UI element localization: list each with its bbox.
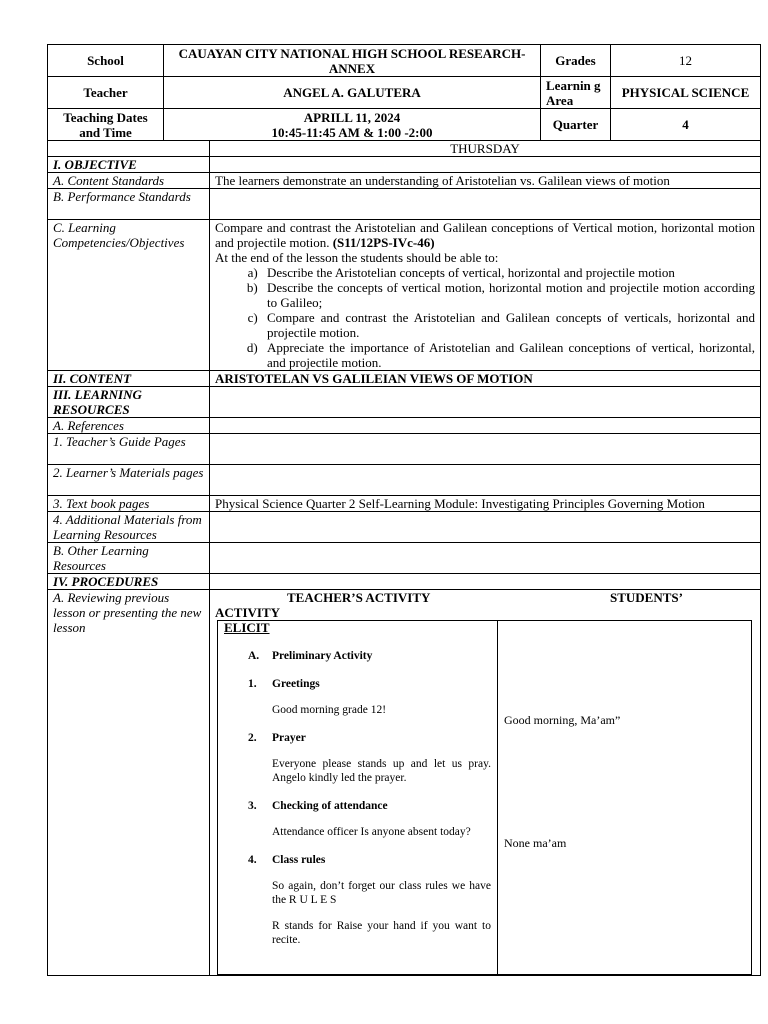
textbook-value: Physical Science Quarter 2 Self-Learning Module: Investigating Principles Governing Motion [210,496,761,512]
competencies-code: (S11/12PS-IVc-46) [332,235,435,250]
objectives-list [215,265,755,370]
content-value: ARISTOTELAN VS GALILEIAN VIEWS OF MOTION [210,371,761,387]
school-label: School [48,45,164,77]
attendance-reply: None ma’am [504,836,567,850]
objective-item: c. Compare and contrast the Aristotelian and Galilean concepts of verticals, horizontal and projectile motion. [261,310,755,340]
references-label: A. References [48,418,210,434]
attendance-text: Attendance officer Is anyone absent today? [272,826,471,838]
review-label: A. Reviewing previous lesson or presenting the new lesson [48,590,210,976]
prayer-number: 2. [248,732,257,744]
dates-value-line1: APRILL 11, 2024 [303,109,401,125]
activity-word: ACTIVITY [215,605,281,620]
prayer-step [224,731,491,745]
body-table [47,140,761,976]
learners-materials-label: 2. Learner’s Materials pages [48,465,210,496]
header-table [47,44,761,141]
greetings-title: Greetings [272,678,320,690]
students-activity-heading: STUDENTS’ [610,590,683,605]
objective-heading: I. OBJECTIVE [48,157,210,173]
procedures-heading: IV. PROCEDURES [48,574,210,590]
teacher-activity-heading: TEACHER’S ACTIVITY [287,590,431,605]
greeting-reply: Good morning, Ma’am” [504,713,621,727]
greetings-number: 1. [248,678,257,690]
learning-area-label: Learnin g Area [541,77,611,109]
content-heading: II. CONTENT [48,371,210,387]
attendance-number: 3. [248,800,257,812]
preliminary-title: Preliminary Activity [272,650,373,662]
competencies-cell [210,220,761,371]
prayer-text: Everyone please stands up and let us pray. Angelo kindly led the prayer. [272,758,491,784]
grades-label: Grades [541,45,611,77]
content-standards-value: The learners demonstrate an understanding of Aristotelian vs. Galilean views of motion [210,173,761,189]
students-activity-column [498,621,752,975]
school-value: CAUAYAN CITY NATIONAL HIGH SCHOOL RESEARCH-ANNEX [164,45,541,77]
objective-item: a. Describe the Aristotelian concepts of vertical, horizontal and projectile motion [261,265,755,280]
greetings-text: Good morning grade 12! [272,704,387,716]
activity-header [215,590,760,620]
attendance-step [224,799,491,813]
competencies-label: C. Learning Competencies/Objectives [48,220,210,371]
performance-standards-label: B. Performance Standards [48,189,210,220]
attendance-title: Checking of attendance [272,800,388,812]
preliminary-step [224,649,491,663]
dates-label: Teaching Dates and Time [48,109,164,141]
quarter-label: Quarter [541,109,611,141]
rule-r-text: R stands for Raise your hand if you want to recite. [272,920,491,946]
objective-item: d. Appreciate the importance of Aristotelian and Galilean conceptions of vertical, horizontal, and projectile motion. [261,340,755,370]
dates-value-line2: 10:45-11:45 AM & 1:00 -2:00 [271,124,433,140]
teachers-guide-label: 1. Teacher’s Guide Pages [48,434,210,465]
activity-cell [210,590,761,976]
prayer-title: Prayer [272,732,306,744]
activity-table [217,620,752,975]
competencies-intro: Compare and contrast the Aristotelian and Galilean conceptions of Vertical motion, horizontal motion and projectile motion. [215,220,755,250]
competencies-lead: At the end of the lesson the students should be able to: [215,250,499,265]
learning-area-value: PHYSICAL SCIENCE [611,77,761,109]
teacher-value: ANGEL A. GALUTERA [164,77,541,109]
quarter-value: 4 [611,109,761,141]
class-rules-step [224,853,491,867]
learning-resources-heading: III. LEARNING RESOURCES [48,387,210,418]
class-rules-number: 4. [248,854,257,866]
class-rules-title: Class rules [272,854,326,866]
textbook-label: 3. Text book pages [48,496,210,512]
teacher-activity-column [218,621,498,975]
grades-value: 12 [611,45,761,77]
additional-materials-label: 4. Additional Materials from Learning Resources [48,512,210,543]
teacher-label: Teacher [48,77,164,109]
day-label: THURSDAY [210,141,761,157]
preliminary-marker: A. [248,650,260,662]
elicit-heading: ELICIT [224,620,270,635]
lesson-plan-page [47,44,761,976]
class-rules-text: So again, don’t forget our class rules we have the R U L E S [272,880,491,906]
other-resources-label: B. Other Learning Resources [48,543,210,574]
content-standards-label: A. Content Standards [48,173,210,189]
objective-item: b. Describe the concepts of vertical motion, horizontal motion and projectile motion according to Galileo; [261,280,755,310]
greetings-step [224,677,491,691]
dates-value [164,109,541,141]
